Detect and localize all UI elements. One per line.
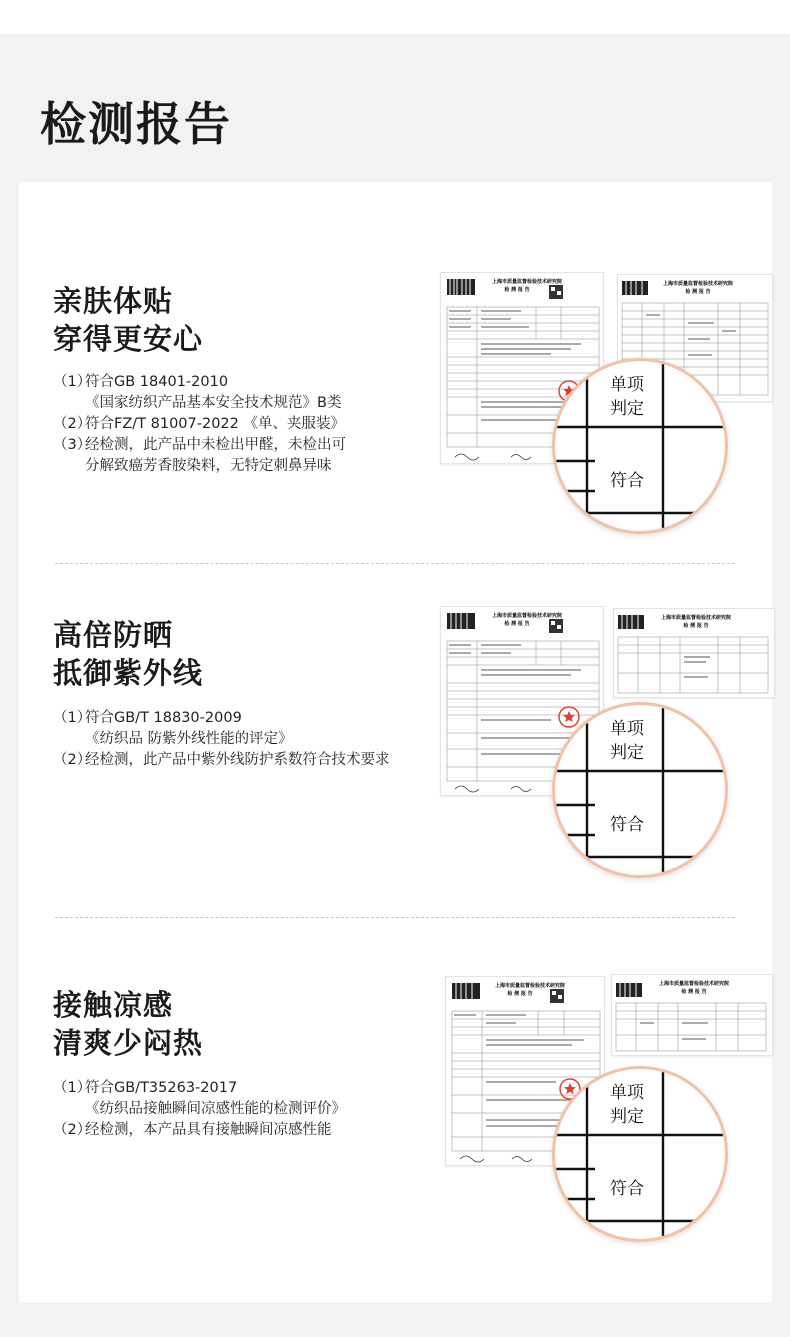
magnifier-result-text: 符合	[610, 815, 644, 835]
list-item	[53, 1120, 346, 1141]
magnifier-header	[595, 1081, 659, 1129]
section-title-line1: 亲肤体贴	[53, 284, 174, 318]
magnifier-header-line2: 判定	[610, 743, 644, 763]
standards-list	[53, 1078, 346, 1141]
magnifier-header-line1: 单项	[610, 719, 644, 739]
content-card	[19, 182, 772, 1302]
list-item-number: （1）	[53, 1080, 92, 1096]
magnifier-result-text: 符合	[610, 471, 644, 491]
list-item-number: （2）	[53, 416, 92, 432]
list-item-text-cont: 《纺织品 防紫外线性能的评定》	[85, 731, 293, 747]
report-institute: 上海市质量监督检验技术研究院	[658, 981, 730, 987]
list-item-text-cont: 《国家纺织产品基本安全技术规范》B类	[85, 395, 342, 411]
report-doc-title: 检 测 报 告	[681, 989, 707, 995]
list-item	[53, 708, 390, 729]
list-item-number: （3）	[53, 437, 92, 453]
list-item-number: （1）	[53, 374, 92, 390]
list-item-text: 经检测，此产品中紫外线防护系数符合技术要求	[85, 752, 390, 768]
magnifier-header-line1: 单项	[610, 1083, 644, 1103]
section-title-line2: 清爽少闷热	[53, 1026, 204, 1060]
standards-list	[53, 708, 390, 771]
magnifier-result	[552, 702, 728, 878]
magnifier-header	[595, 373, 659, 421]
report-doc-title: 检 测 报 告	[685, 289, 711, 295]
report-doc-title: 检 测 报 告	[507, 991, 533, 997]
section-divider	[55, 917, 735, 918]
list-item-number: （1）	[53, 710, 92, 726]
report-page-2	[613, 608, 775, 698]
magnifier-header	[595, 717, 659, 765]
list-item	[53, 750, 390, 771]
standards-list	[53, 372, 346, 477]
report-institute: 上海市质量监督检验技术研究院	[660, 615, 732, 621]
section-title	[53, 986, 203, 1062]
report-institute: 上海市质量监督检验技术研究院	[491, 279, 563, 285]
report-doc-title: 检 测 报 告	[683, 623, 709, 629]
section-title-line2: 穿得更安心	[53, 322, 204, 356]
list-item-text: 经检测，本产品具有接触瞬间凉感性能	[85, 1122, 332, 1138]
list-item-text-cont: 分解致癌芳香胺染料，无特定刺鼻异味	[85, 458, 332, 474]
magnifier-header-line2: 判定	[610, 399, 644, 419]
list-item-number: （2）	[53, 1122, 92, 1138]
list-item-text: 符合GB/T 18830-2009	[85, 710, 242, 726]
list-item	[53, 435, 346, 456]
list-item	[53, 1078, 346, 1099]
list-item-text: 符合GB 18401-2010	[85, 374, 229, 390]
report-institute: 上海市质量监督检验技术研究院	[662, 281, 734, 287]
section-title	[53, 282, 203, 358]
report-doc-title: 检 测 报 告	[504, 621, 530, 627]
list-item-text: 符合GB/T35263-2017	[85, 1080, 238, 1096]
report-institute: 上海市质量监督检验技术研究院	[491, 613, 563, 619]
magnifier-result	[552, 1066, 728, 1242]
magnifier-header-line1: 单项	[610, 375, 644, 395]
list-item-text-cont: 《纺织品接触瞬间凉感性能的检测评价》	[85, 1101, 346, 1117]
section-divider	[55, 563, 735, 564]
list-item-text: 经检测，此产品中未检出甲醛，未检出可	[85, 437, 346, 453]
list-item	[53, 372, 346, 393]
section-title-line2: 抵御紫外线	[53, 656, 204, 690]
section-title	[53, 616, 203, 692]
report-institute: 上海市质量监督检验技术研究院	[494, 983, 566, 989]
list-item	[53, 414, 346, 435]
report-doc-title: 检 测 报 告	[504, 287, 530, 293]
section-title-line1: 接触凉感	[53, 988, 174, 1022]
report-page-2	[611, 974, 773, 1056]
list-item-number: （2）	[53, 752, 92, 768]
top-strip	[0, 0, 790, 34]
list-item-text: 符合FZ/T 81007-2022 《单、夹服装》	[85, 416, 345, 432]
magnifier-result	[552, 358, 728, 534]
magnifier-result-text: 符合	[610, 1179, 644, 1199]
page-title: 检测报告	[40, 97, 232, 151]
magnifier-header-line2: 判定	[610, 1107, 644, 1127]
section-title-line1: 高倍防晒	[53, 618, 174, 652]
